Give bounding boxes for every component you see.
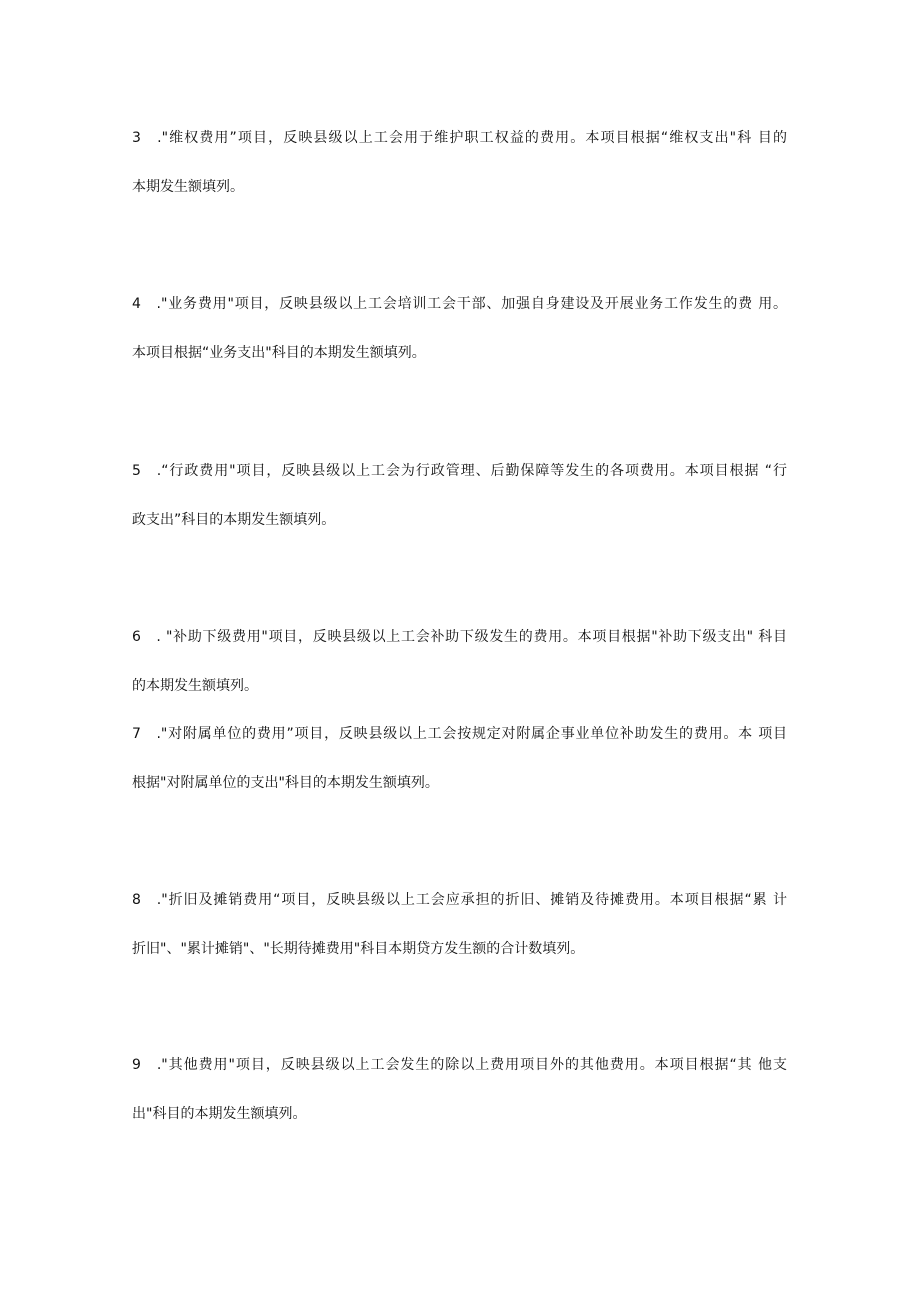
item-9-line-1: 9 ."其他费用"项目，反映县级以上工会发生的除以上费用项目外的其他费用。本项目根据“其 他支 bbox=[132, 1057, 787, 1073]
item-3-line-1: 3 ."维权费用”项目，反映县级以上工会用于维护职工权益的费用。本项目根据“维权支出"科 目的 bbox=[132, 130, 787, 146]
item-4-line-1: 4 ."业务费用"项目，反映县级以上工会培训工会干部、加强自身建设及开展业务工作发生的费 用。 bbox=[132, 296, 787, 312]
item-4-line-2: 本项目根据“业务支出"科目的本期发生额填列。 bbox=[132, 345, 426, 361]
item-7-line-2: 根据"对附属单位的支出"科目的本期发生额填列。 bbox=[132, 775, 439, 791]
item-8-line-1: 8 ."折旧及摊销费用“项目，反映县级以上工会应承担的折旧、摊销及待摊费用。本项目根据“累 计 bbox=[132, 892, 787, 908]
item-7-line-1: 7 ."对附属单位的费用”项目，反映县级以上工会按规定对附属企事业单位补助发生的费用。本 项目 bbox=[132, 726, 787, 742]
item-6-line-2: 的本期发生额填列。 bbox=[132, 678, 258, 694]
item-3-line-2: 本期发生额填列。 bbox=[132, 179, 244, 195]
item-9-line-2: 出"科目的本期发生额填列。 bbox=[132, 1106, 307, 1122]
item-5-line-1: 5 .“行政费用"项目，反映县级以上工会为行政管理、后勤保障等发生的各项费用。本项目根据 “行 bbox=[132, 463, 787, 479]
item-6-line-1: 6 . "补助下级费用"项目，反映县级以上工会补助下级发生的费用。本项目根据"补助下级支出" 科目 bbox=[132, 629, 787, 645]
item-8-line-2: 折旧"、"累计摊销"、"长期待摊费用"科目本期贷方发生额的合计数填列。 bbox=[132, 941, 585, 957]
item-5-line-2: 政支出”科目的本期发生额填列。 bbox=[132, 512, 336, 528]
